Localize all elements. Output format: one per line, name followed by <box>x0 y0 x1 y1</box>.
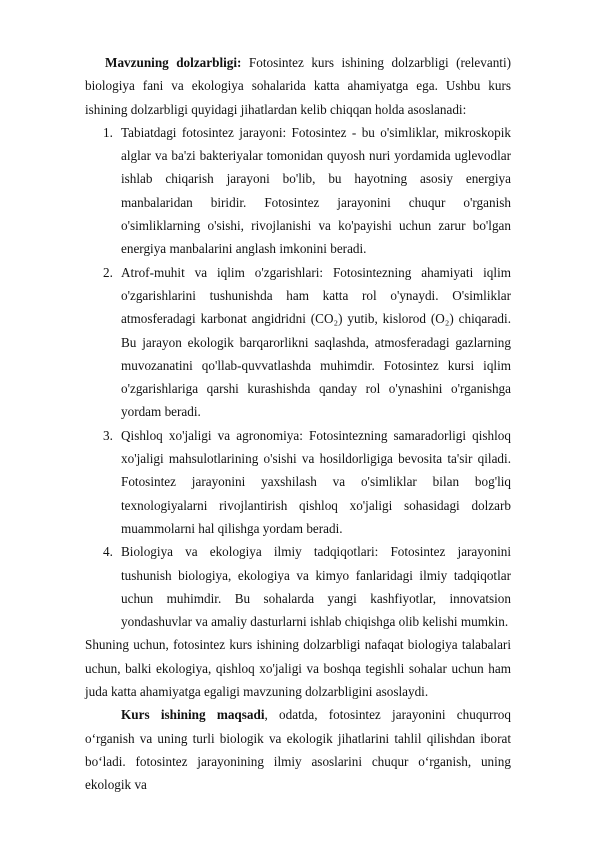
list-item <box>85 121 511 261</box>
document-page <box>85 51 511 797</box>
list-item <box>85 540 511 633</box>
list-item-text: Atrof-muhit va iqlim o'zgarishlari: Fotosintezning ahamiyati iqlim o'zgarishlarini tushunishda ham katta rol o'ynaydi. O'simliklar atmosferadagi karbonat angidridni (CO₂) yutib, kislorod (O₂) chiqaradi. Bu jarayon ekologik barqarorlikni saqlashda, atmosferadagi gazlarning muvozanatini qo'llab-quvvatlashda muhimdir. Fotosintez kursi iqlim o'zgarishlariga qarshi kurashishda qanday rol o'ynashini o'rganishga yordam beradi. <box>121 264 511 420</box>
goal-text: , odatda, fotosintez jarayonini chuqurroq oʻrganish va uning turli biologik va ekologik jihatlarini tahlil qilishdan iborat boʻladi. fotosintez jarayonining ilmiy asoslarini chuqur oʻrganish, uning ekologik va <box>85 707 511 793</box>
relevance-heading: Mavzuning dolzarbligi: <box>105 55 242 70</box>
goal-heading: Kurs ishining maqsadi <box>121 707 265 723</box>
list-item-number: 1. <box>103 124 113 140</box>
list-item-text: Tabiatdagi fotosintez jarayoni: Fotosintez - bu o'simliklar, mikroskopik alglar va ba'zi bakteriyalar tomonidan quyosh nuri yordamida uglevodlar ishlab chiqarish jarayoni bo'lib, bu hayotning asosiy energiya manbalaridan biridir. Fotosintez jarayonini chuqur o'rganish o'simliklarning o'sishi, rivojlanishi va ko'payishi uchun zarur bo'lgan energiya manbalarini anglash imkonini beradi. <box>121 124 511 257</box>
list-item <box>85 261 511 424</box>
list-item-number: 2. <box>103 264 113 280</box>
relevance-list <box>85 121 511 634</box>
list-item <box>85 424 511 540</box>
list-item-text: Qishloq xo'jaligi va agronomiya: Fotosintezning samaradorligi qishloq xo'jaligi mahsulotlarining o'sishi va hosildorligiga bevosita ta'sir qiladi. Fotosintez jarayonini yaxshilash va o'simliklar bilan bog'liq texnologiyalarni rivojlantirish qishloq xo'jaligi sohasidagi dolzarb muammolarni hal qilishga yordam beradi. <box>121 427 511 536</box>
conclusion-paragraph: Shuning uchun, fotosintez kurs ishining dolzarbligi nafaqat biologiya talabalari uchun, balki ekologiya, qishloq xo'jaligi va boshqa tegishli sohalar uchun ham juda katta ahamiyatga egaligi mavzuning dolzarbligini asoslaydi. <box>85 637 511 700</box>
list-item-number: 3. <box>103 427 113 443</box>
list-item-number: 4. <box>103 544 113 560</box>
intro-paragraph <box>85 51 511 121</box>
list-item-text: Biologiya va ekologiya ilmiy tadqiqotlari: Fotosintez jarayonini tushunish biologiya, ekologiya va kimyo fanlaridagi ilmiy tadqiqotlar uchun muhimdir. Bu sohalarda yangi kashfiyotlar, innovatsion yondashuvlar va amaliy dasturlarni ishlab chiqishga olib kelishi mumkin. <box>121 544 511 630</box>
goal-paragraph <box>85 703 511 796</box>
intro-text: Fotosintez kurs ishining dolzarbligi (relevanti) biologiya fani va ekologiya sohalarida katta ahamiyatga ega. Ushbu kurs ishining dolzarbligi quyidagi jihatlardan kelib chiqqan holda asoslanadi: <box>85 55 512 117</box>
